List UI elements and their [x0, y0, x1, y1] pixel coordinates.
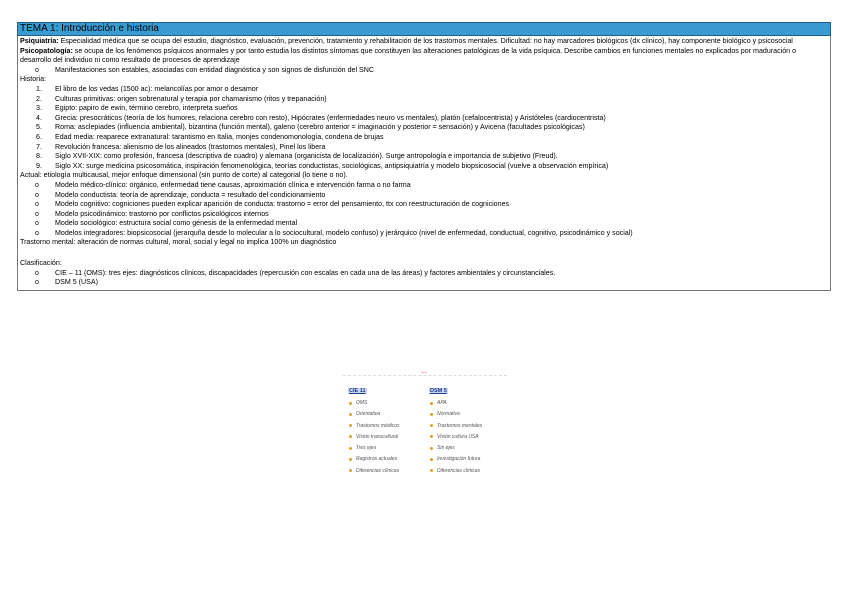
modelo-item: o Modelos integradores: biopsicosocial (jerarquña desde lo molecular a lo sociocultural, modelo confuso) y jerárquico (nivel de enfermedad, conductual, cognitivo, psicodinámico y social): [20, 229, 828, 239]
dsm-header: DSM 5: [430, 388, 447, 394]
modelo-item: o Modelo psicodinámico: trastorno por conflictos psicológicos internos: [20, 210, 828, 220]
psicopatologia-paragraph: [20, 47, 828, 66]
dsm-item: Normativa: [429, 409, 482, 420]
actual-paragraph: Actual: etiología multicausal, mejor enfoque dimensional (sin punto de corte) al categorial (lo tiene o no).: [20, 171, 348, 180]
manifestaciones-list: [20, 66, 828, 76]
historia-list: [20, 85, 828, 171]
historia-item: 9. Siglo XX: surge medicina psicosomática, inspiración fenomenológica, teorías conductistas, sociológicas, antipsiquiatría y modelo biopsicosocial (vuelve a observación empírica): [36, 161, 609, 170]
clasificacion-item: o CIE – 11 (OMS): tres ejes: diagnósticos clínicos, discapacidades (repercusión con escalas en cada una de las áreas) y factores ambientales y circunstanciales.: [20, 269, 828, 279]
historia-item: 6. Edad media: reaparece extranatural: tarantismo en Italia, monjes condenomonología, condena de brujas: [36, 132, 384, 141]
clasificacion-list: [20, 269, 828, 288]
decorative-mark: [421, 372, 427, 373]
modelo-item: o Modelo sociológico: estructura social como génesis de la enfermedad mental: [20, 219, 828, 229]
modelo-item: o Modelo cognitivo: cogniciones pueden explicar aparición de conducta: trastorno = error del pensamiento, ttx con reestructuración de cogniciones: [20, 200, 828, 210]
cie-item: Visión transcultural: [348, 432, 400, 443]
dsm-item: Diferencias clínicas: [429, 466, 482, 477]
psicopatologia-label: Psicopatología:: [20, 46, 73, 55]
dsm-item: Trastornos mentales: [429, 421, 482, 432]
cie-item: Registros actuales: [348, 454, 400, 465]
historia-item: 5. Roma: asclepiades (influencia ambiental), bizantina (función mental), galeno (cerebro anterior = imaginación y posterior = sensación) y Avicena (facultades psicológicas): [36, 123, 585, 132]
cie-item: Tres ejes: [348, 443, 400, 454]
historia-heading: Historia:: [20, 75, 47, 84]
cie-header: CIE 11: [349, 388, 366, 394]
cie-dsm-comparison-image: [343, 375, 507, 474]
historia-item: 1. El libro de los vedas (1500 ac): melancolías por amor o desamor: [36, 84, 259, 93]
dsm-item: Visión cultura USA: [429, 432, 482, 443]
historia-item: 3. Egipto: papiro de ewin, término cerebro, interpreta sueños: [36, 104, 238, 113]
historia-item: 2. Culturas primitivas: origen sobrenatural y terapia por chamanismo (ritos y trepanación): [36, 94, 327, 103]
psiquiatria-label: Psiquiatría:: [20, 37, 59, 45]
modelo-item: o Modelo conductista: teoría de aprendizaje, conducta = resultado del condicionamiento: [20, 191, 828, 201]
dsm-item: APA: [429, 398, 482, 409]
page-title: TEMA 1: Introducción e historia: [17, 22, 831, 36]
psicopatologia-text: se ocupa de los fenómenos psíquicos anormales y por tanto estudia los distintos síntomas que constituyen las alteraciones patológicas de la vida psíquica. Describe cambios en funciones mentales no explicados por maduración o desarrollo del individuo ni como resultado de procesos de aprendizaje: [20, 46, 797, 65]
modelo-item: o Modelo médico-clínico: orgánico, enfermedad tiene causas, aproximación clínica e intervención farma o no farma: [20, 181, 828, 191]
list-item: o Manifestaciones son estables, asociadas con entidad diagnóstica y son signos de disfunción del SNC: [20, 66, 828, 76]
cie-item: OMS: [348, 398, 400, 409]
clasificacion-heading: Clasificación:: [20, 259, 62, 268]
modelos-list: [20, 181, 828, 239]
psiquiatria-paragraph: [20, 37, 828, 47]
cie-item: Orientativa: [348, 409, 400, 420]
document-page: [17, 22, 831, 291]
psiquiatria-text: Especialidad médica que se ocupa del estudio, diagnóstico, evaluación, prevención, tratamiento y rehabilitación de los trastornos mentales. Dificultad: no hay marcadores biológicos (dx clínico), hay componente biológico y psicosocial: [58, 37, 793, 45]
dsm-item: Sin ejes: [429, 443, 482, 454]
cie-column: [348, 379, 400, 477]
content-box: [17, 36, 831, 291]
clasificacion-section: [20, 259, 828, 288]
dsm-item: Investigación futura: [429, 454, 482, 465]
cie-item: Trastornos médicos: [348, 421, 400, 432]
historia-item: 4. Grecia: presocráticos (teoría de los humores, relaciona cerebro con resto), Hipócrates (enfermedades neuro vs mentales), platón (cefalocentrista) y Aristóteles (cardiocentrista): [36, 113, 606, 122]
cie-item: Diferencias clínicas: [348, 466, 400, 477]
dsm-column: [429, 379, 482, 477]
historia-item: 8. Siglo XVII-XIX: como profesión, francesa (descriptiva de cuadro) y alemana (organicista de localización). Surge antropología e importancia de subjetivo (Freud).: [36, 152, 558, 161]
historia-item: 7. Revolución francesa: alienismo de los alineados (trastornos mentales), Pinel los libera: [36, 142, 326, 151]
trastorno-mental-paragraph: Trastorno mental: alteración de normas cultural, moral, social y legal no implica 100% un diagnóstico: [20, 238, 337, 247]
clasificacion-item: o DSM 5 (USA): [20, 278, 828, 288]
